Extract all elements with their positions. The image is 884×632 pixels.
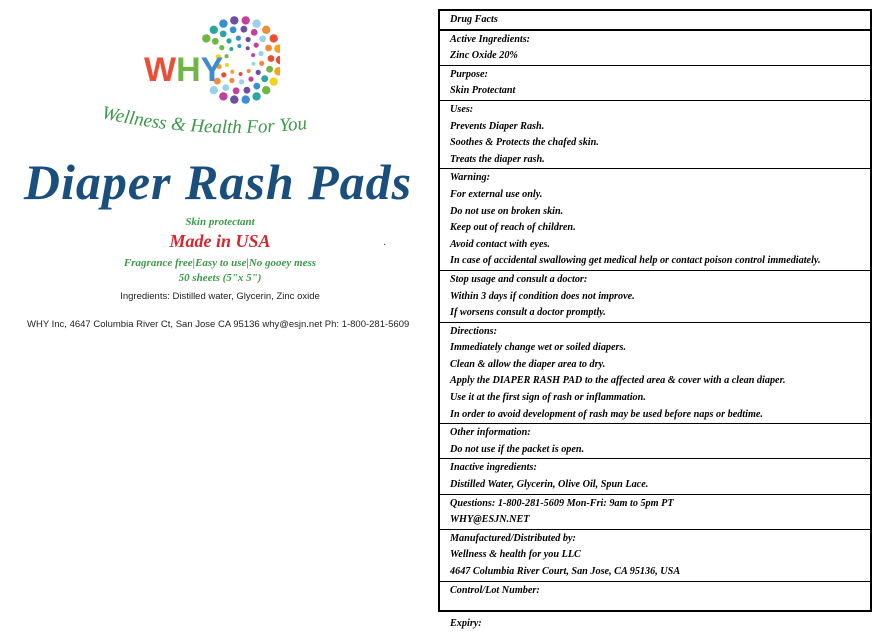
logo-dot <box>246 46 250 50</box>
logo-dot <box>246 37 251 42</box>
features-line: Fragrance free|Easy to use|No gooey mess <box>123 257 317 269</box>
facts-section <box>440 495 870 530</box>
section-line: Soothes & Protects the chafed skin. <box>450 137 599 149</box>
logo-dot <box>229 47 233 51</box>
section-line: Treats the diaper rash. <box>450 153 545 165</box>
logo-dot <box>251 53 255 57</box>
logo-dot <box>262 26 270 34</box>
section-line: Wellness & health for you LLC <box>450 549 581 561</box>
section-line: Apply the DIAPER RASH PAD to the affected area & cover with a clean diaper. <box>450 375 786 387</box>
logo-dot <box>268 55 275 62</box>
logo-dot <box>270 34 278 42</box>
logo-dot <box>266 66 273 73</box>
logo-dot <box>220 31 227 38</box>
section-line: Keep out of reach of children. <box>450 222 576 234</box>
logo-dot <box>265 45 272 52</box>
section-line: Within 3 days if condition does not improve. <box>450 290 635 302</box>
logo-dot <box>219 19 227 27</box>
logo-dot <box>276 56 280 64</box>
facts-section <box>440 169 870 271</box>
stray-mark: · <box>383 240 387 251</box>
logo-dot <box>237 44 241 48</box>
logo-dot <box>225 63 229 67</box>
logo-text: WHY <box>144 51 224 89</box>
section-line: Use it at the first sign of rash or inflammation. <box>450 392 646 404</box>
logo-dot <box>230 70 234 74</box>
logo-dot <box>254 43 259 48</box>
section-line: Do not use on broken skin. <box>450 205 564 217</box>
section-line: For external use only. <box>450 188 543 200</box>
section-line: Avoid contact with eyes. <box>450 238 550 250</box>
product-label <box>0 0 436 626</box>
logo-dot <box>202 34 210 42</box>
facts-section <box>440 31 870 66</box>
logo-dot <box>222 84 229 91</box>
logo-dot <box>230 16 238 24</box>
logo-dot <box>212 38 219 45</box>
section-line: In order to avoid development of rash may be used before naps or bedtime. <box>450 408 763 420</box>
brand-tagline <box>96 98 376 158</box>
section-heading: Warning: <box>450 172 491 184</box>
logo-dot <box>262 86 270 94</box>
logo-dot <box>226 38 231 43</box>
logo-dot <box>244 87 251 94</box>
logo-dot <box>225 54 229 58</box>
logo-dot <box>251 29 258 36</box>
logo-dot <box>236 36 241 41</box>
logo-dot <box>247 69 251 73</box>
section-line: Expiry: <box>450 617 482 629</box>
svg-text:Wellness & Health For You: Wellness & Health For You <box>99 102 309 139</box>
section-line: Do not use if the packet is open. <box>450 443 585 455</box>
logo-dot <box>233 87 240 94</box>
drug-facts-panel <box>438 9 872 629</box>
logo-dot <box>239 72 243 76</box>
facts-section <box>440 323 870 425</box>
section-line: 4647 Columbia River Court, San Jose, CA 95136, USA <box>450 566 681 577</box>
section-heading: Stop usage and consult a doctor: <box>450 273 588 285</box>
company-address: WHY Inc, 4647 Columbia River Ct, San Jose CA 95136 why@esjn.net Ph: 1-800-281-5609 <box>27 319 410 330</box>
logo-dot <box>230 26 237 33</box>
logo-dot <box>239 79 244 84</box>
logo-dot <box>252 62 256 66</box>
section-heading: Active Ingredients: <box>450 33 531 45</box>
made-in-usa: Made in USA <box>169 231 271 251</box>
facts-section <box>440 424 870 459</box>
logo-dot <box>248 77 253 82</box>
sheets-count: 50 sheets (5"x 5") <box>178 272 262 284</box>
logo-dot <box>259 61 264 66</box>
section-line: Skin Protectant <box>450 85 516 97</box>
section-line: Distilled Water, Glycerin, Olive Oil, Spun Lace. <box>450 479 649 491</box>
logo-dot <box>259 36 266 43</box>
section-heading: Control/Lot Number: <box>450 584 540 596</box>
logo-dot <box>274 45 280 53</box>
drug-facts-title: Drug Facts <box>450 14 498 25</box>
section-heading: Directions: <box>450 325 497 337</box>
ingredients-line: Ingredients: Distilled water, Glycerin, Zinc oxide <box>120 291 320 302</box>
facts-section <box>440 530 870 582</box>
logo-dot <box>242 16 250 24</box>
drug-facts-header <box>440 11 870 31</box>
logo-dot <box>261 75 268 82</box>
logo-dot <box>253 83 260 90</box>
logo-dot <box>270 77 278 85</box>
logo-dot <box>256 70 261 75</box>
section-line: Clean & allow the diaper area to dry. <box>450 358 606 370</box>
skin-protectant-label: Skin protectant <box>185 216 255 228</box>
product-title: Diaper Rash Pads <box>23 154 413 210</box>
section-line: In case of accidental swallowing get medical help or contact poison control immediately. <box>450 255 821 267</box>
section-line: Prevents Diaper Rash. <box>450 120 545 132</box>
facts-section <box>440 101 870 169</box>
section-heading: Inactive ingredients: <box>450 462 537 474</box>
section-line: Zinc Oxide 20% <box>450 50 518 62</box>
logo-dot <box>229 78 234 83</box>
section-heading: Questions: 1-800-281-5609 Mon-Fri: 9am to 5pm PT <box>450 497 674 509</box>
facts-section <box>440 271 870 323</box>
section-line: WHY@ESJN.NET <box>450 514 530 526</box>
section-line <box>450 599 870 616</box>
logo-dot <box>274 67 280 75</box>
section-heading: Manufactured/Distributed by: <box>450 532 576 544</box>
facts-section <box>440 459 870 494</box>
section-heading: Purpose: <box>450 68 488 80</box>
logo-dot <box>219 45 224 50</box>
logo-dot <box>210 26 218 34</box>
section-heading: Other information: <box>450 427 531 439</box>
facts-section <box>440 66 870 101</box>
section-line: Immediately change wet or soiled diapers. <box>450 342 627 354</box>
section-line: If worsens consult a doctor promptly. <box>450 307 606 319</box>
section-heading: Uses: <box>450 103 474 115</box>
facts-section <box>440 582 870 632</box>
logo-dot <box>258 51 263 56</box>
logo-dot <box>252 19 260 27</box>
logo-dot <box>241 26 248 33</box>
